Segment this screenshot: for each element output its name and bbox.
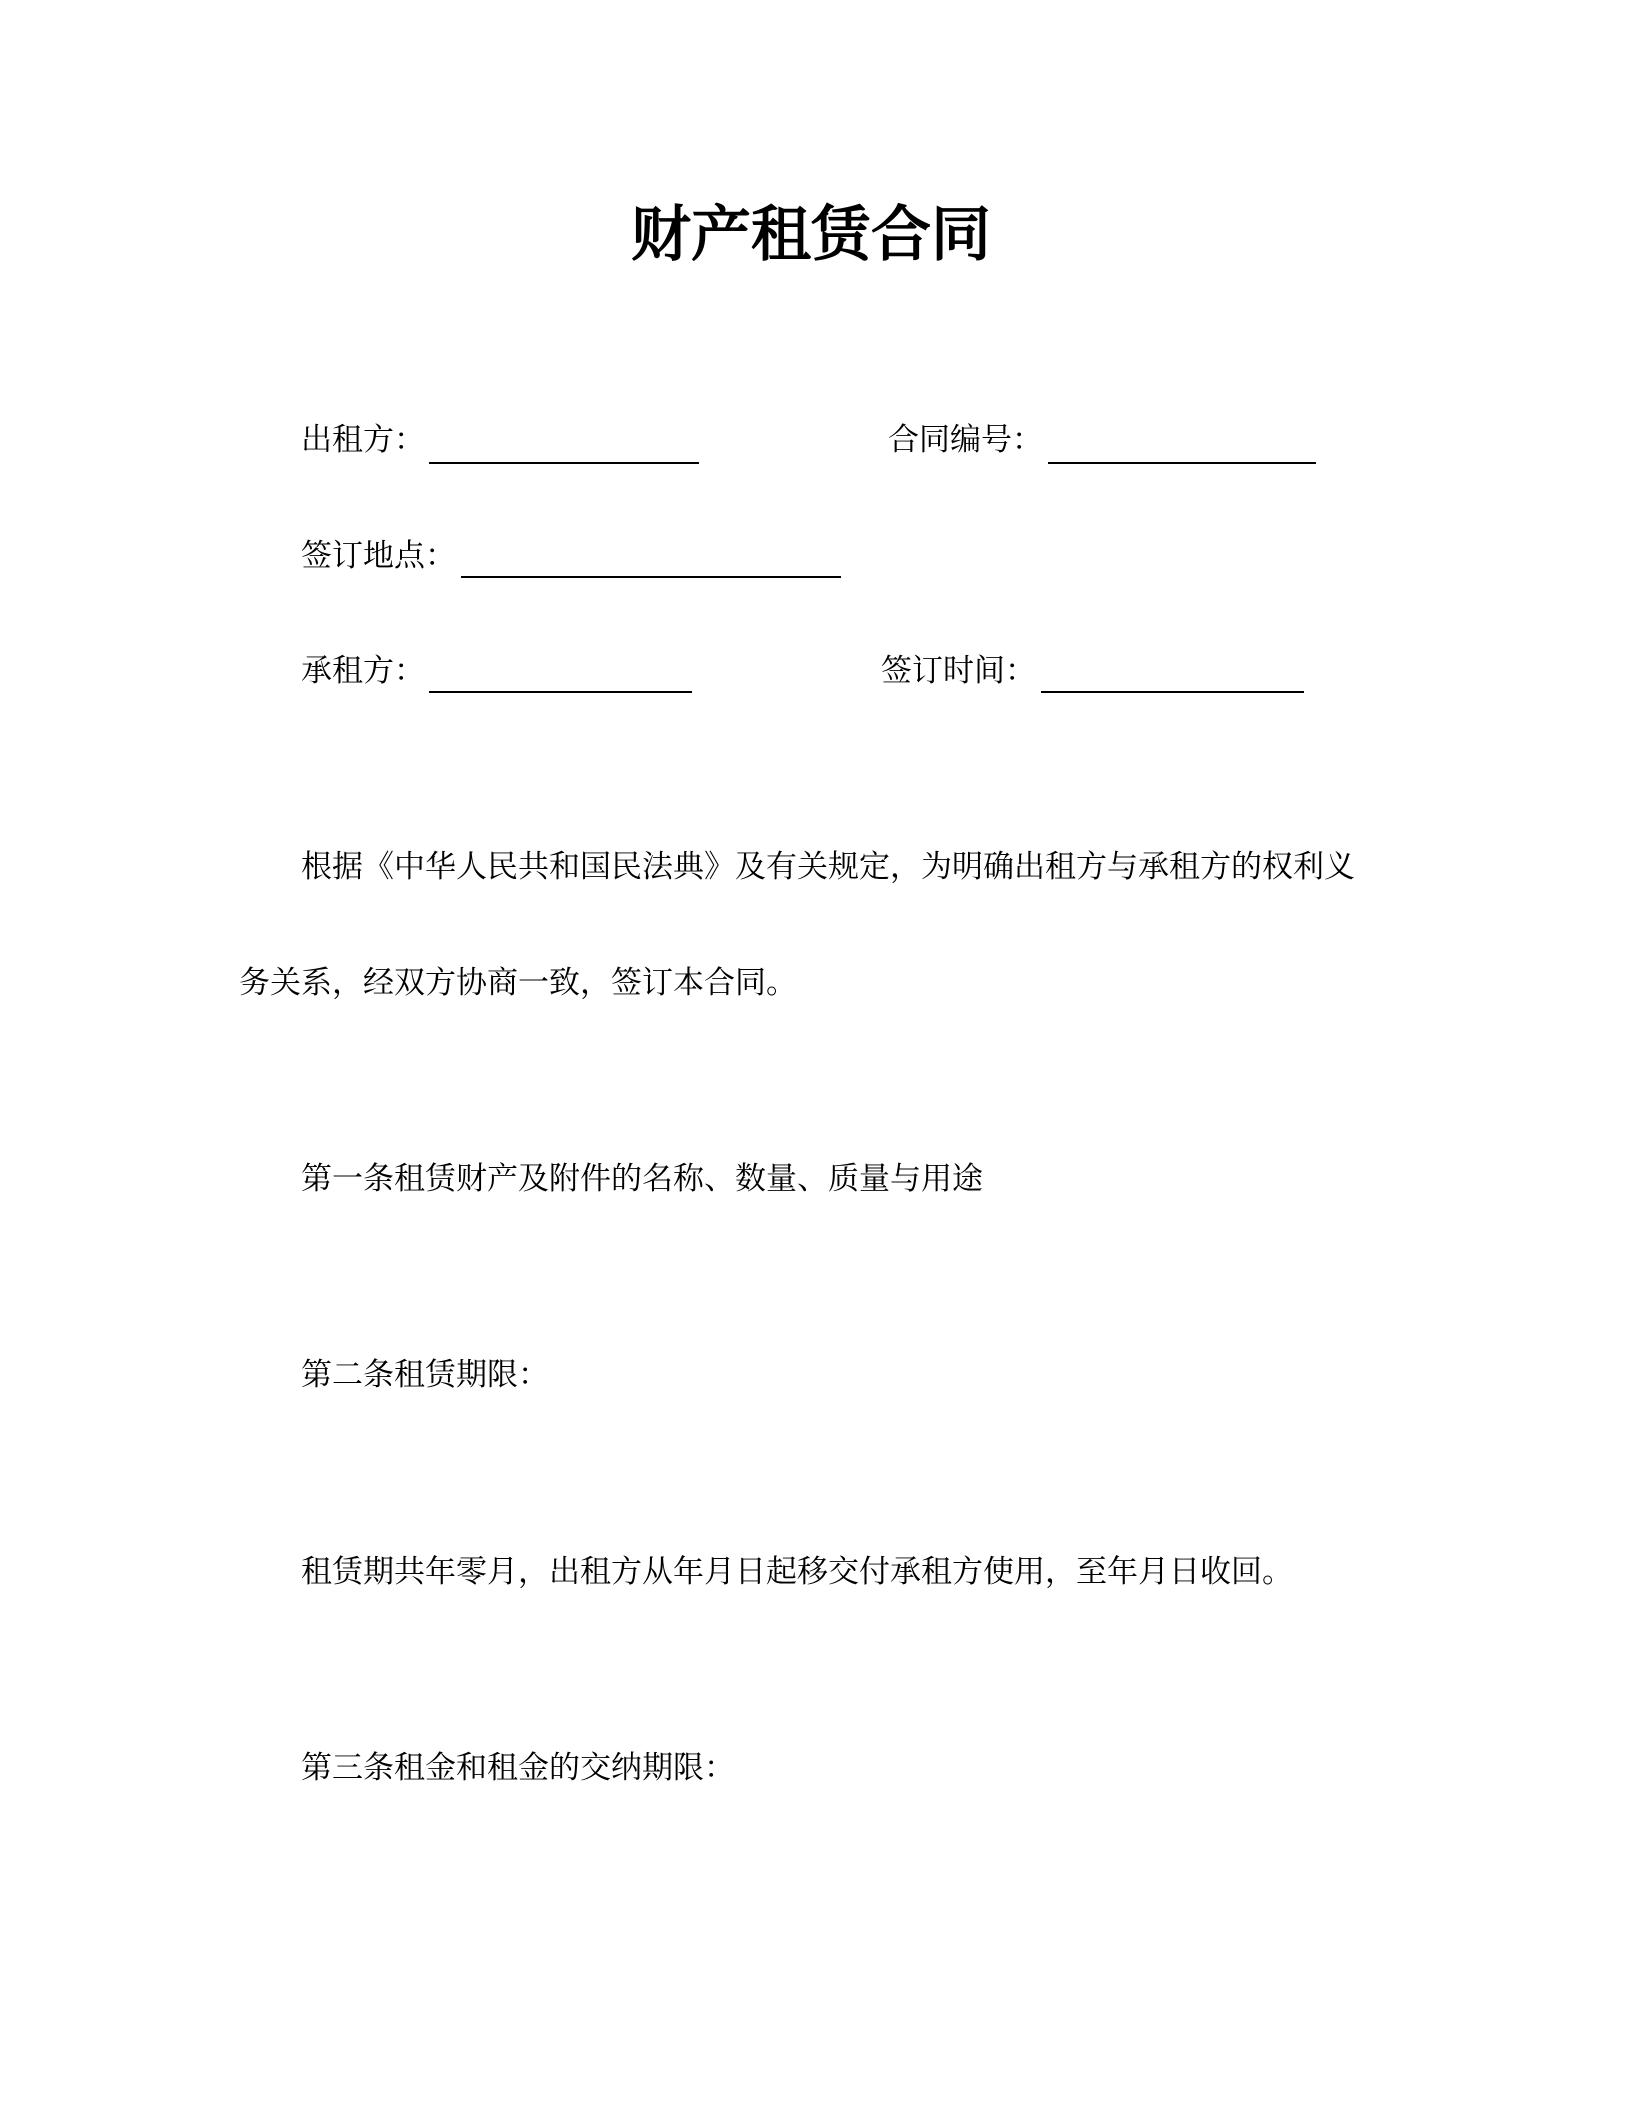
intro-paragraph-line2: 务关系，经双方协商一致，签订本合同。 bbox=[239, 965, 797, 1001]
sign-time-label: 签订时间： bbox=[881, 653, 1036, 689]
article-2-heading: 第二条租赁期限： bbox=[301, 1357, 549, 1393]
lessee-label: 承租方： bbox=[301, 653, 425, 689]
document-title: 财产租赁合同 bbox=[631, 200, 991, 270]
sign-place-label: 签订地点： bbox=[301, 538, 456, 574]
article-3-heading: 第三条租金和租金的交纳期限： bbox=[301, 1750, 735, 1786]
lease-term-text: 租赁期共年零月，出租方从年月日起移交付承租方使用，至年月日收回。 bbox=[301, 1554, 1293, 1590]
article-1-heading: 第一条租赁财产及附件的名称、数量、质量与用途 bbox=[301, 1161, 983, 1197]
lessor-label: 出租方： bbox=[301, 422, 425, 458]
lessee-blank-line bbox=[429, 691, 692, 693]
sign-place-blank-line bbox=[461, 576, 841, 578]
sign-time-blank-line bbox=[1041, 691, 1304, 693]
intro-paragraph-line1: 根据《中华人民共和国民法典》及有关规定，为明确出租方与承租方的权利义 bbox=[301, 849, 1355, 885]
contract-no-blank-line bbox=[1048, 462, 1316, 464]
lessor-blank-line bbox=[429, 462, 699, 464]
contract-no-label: 合同编号： bbox=[888, 422, 1043, 458]
